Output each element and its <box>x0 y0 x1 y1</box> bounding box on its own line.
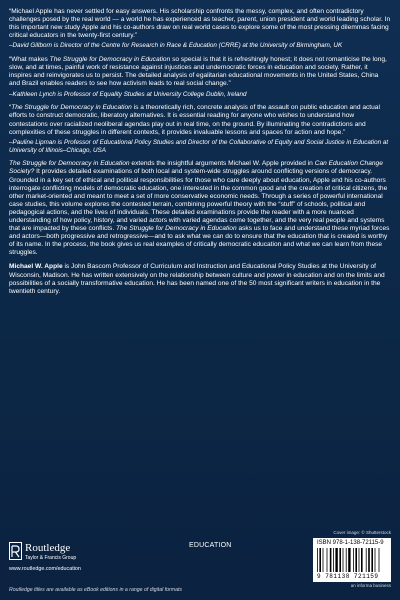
informa-tagline: an informa business <box>350 583 391 588</box>
quote-1 <box>9 8 391 40</box>
isbn: ISBN 978-1-138-72115-9 <box>317 540 384 546</box>
publisher-url: www.routledge.com/education <box>9 566 81 572</box>
cover-credit: Cover image: © Shutterstock <box>333 530 391 535</box>
author-name: Michael W. Apple <box>9 263 63 271</box>
barcode <box>313 538 391 582</box>
publisher-group: Taylor & Francis Group <box>25 555 77 561</box>
ebook-note: Routledge titles are available as eBook editions in a range of digital formats <box>9 587 183 593</box>
description: The Struggle for Democracy in Education extends the insightful arguments Michael W. Apple provided in Can Education Change Society? It provides detailed examinations of both local and system-wide struggles around conflicting versions of democracy. Grounded in a key set of ethical and political responsibilities for those who care deeply about education, Apple and his co-authors interrogate conflicting models of democratic education, one interested in the common good and the creation of critical citizens, the other market-oriented and meant to meet a set of more conservative economic needs. Through a series of powerful international case studies, this volume explores the contested terrain, combining powerful theory with the “stuff” of schools, political and pedagogical actions, and the lives of individuals. These detailed examinations provide the reader with a more nuanced understanding of how policy, history, and varied actors with varied agendas come together, and the very real people and systems that are impacted by these conflicts. The Struggle for Democracy in Education asks us to face and understand these myriad forces and actors—both progressive and retrogressive—and to ask what we can do to ensure that the education that is created is worthy of its name. In the process, the book gives us real examples of critically democratic education and what we can learn from these struggles. <box>9 160 390 257</box>
quote-1-text: “Michael Apple has never settled for easy answers. His scholarship confronts the messy, complex, and often contradictory challenges posed by the real world — a world he has experienced as teacher, parent, union president and world leading scholar. In this important new study Apple and his co-authors draw on real world cases to explore some of the most pressing dilemmas facing critical educators in the twenty-first century.” <box>9 8 391 40</box>
cover-footer <box>9 530 391 594</box>
routledge-mark-icon <box>9 542 22 565</box>
quote-3-attribution: –Pauline Lipman is Professor of Educational Policy Studies and Director of the Collaborative of Equity and Social Justice in Education at University of Illinois–Chicago, USA <box>9 138 389 154</box>
category-label: EDUCATION <box>189 542 232 549</box>
description-book-title-2: The Struggle for Democracy in Education <box>116 225 237 233</box>
quote-2: “What makes The Struggle for Democracy in Education so special is that it is refreshingly honest; it does not romanticise the long, slow, and at times, painful work of resistance against injustices and undemocratic forces in education and society. Rather, it inspires and reinvigorates us to persist. The detailed analysis of egalitarian educational movements in the United States, China and Brazil enables readers to see how activism leads to real social change.” <box>9 56 387 88</box>
publisher-name: Routledge <box>25 542 71 554</box>
description-prior-book: Can Education Change Society? <box>9 160 383 176</box>
description-book-title: The Struggle for Democracy in Education <box>9 160 130 168</box>
cover-text <box>9 8 391 296</box>
quote-2-book-title: The Struggle for Democracy in Education <box>49 56 171 64</box>
quote-3: “The Struggle for Democracy in Education is a theoretically rich, concrete analysis of the assault on public education and actual efforts to construct democratic, liberatory alternatives. It is essential reading for anyone who wishes to understand how contestations over racialized neoliberal agendas play out in real time, on the ground. By illuminating the contradictions and complexities of these struggles in different contexts, it provides invaluable lessons and spaces for action and hope.” <box>9 104 380 136</box>
publisher-logo <box>9 536 129 576</box>
ean-number: 9 781138 721159 <box>317 573 379 580</box>
quote-2-attribution: –Kathleen Lynch is Professor of Equality Studies at University College Dublin, Ireland <box>9 90 247 98</box>
author-bio: Michael W. Apple is John Bascom Professor of Curriculum and Instruction and Educational Policy Studies at the University of Wisconsin, Madison. He has written extensively on the relationship between culture and power in education and on the limits and possibilities of a socially transformative education. He has been named one of the 50 most significant writers in education in the twentieth century. <box>9 263 385 295</box>
quote-1-attribution: –David Gillborn is Director of the Centre for Research in Race & Education (CRRE) at the University of Birmingham, UK <box>9 42 343 50</box>
quote-3-book-title: The Struggle for Democracy in Education <box>11 104 132 112</box>
